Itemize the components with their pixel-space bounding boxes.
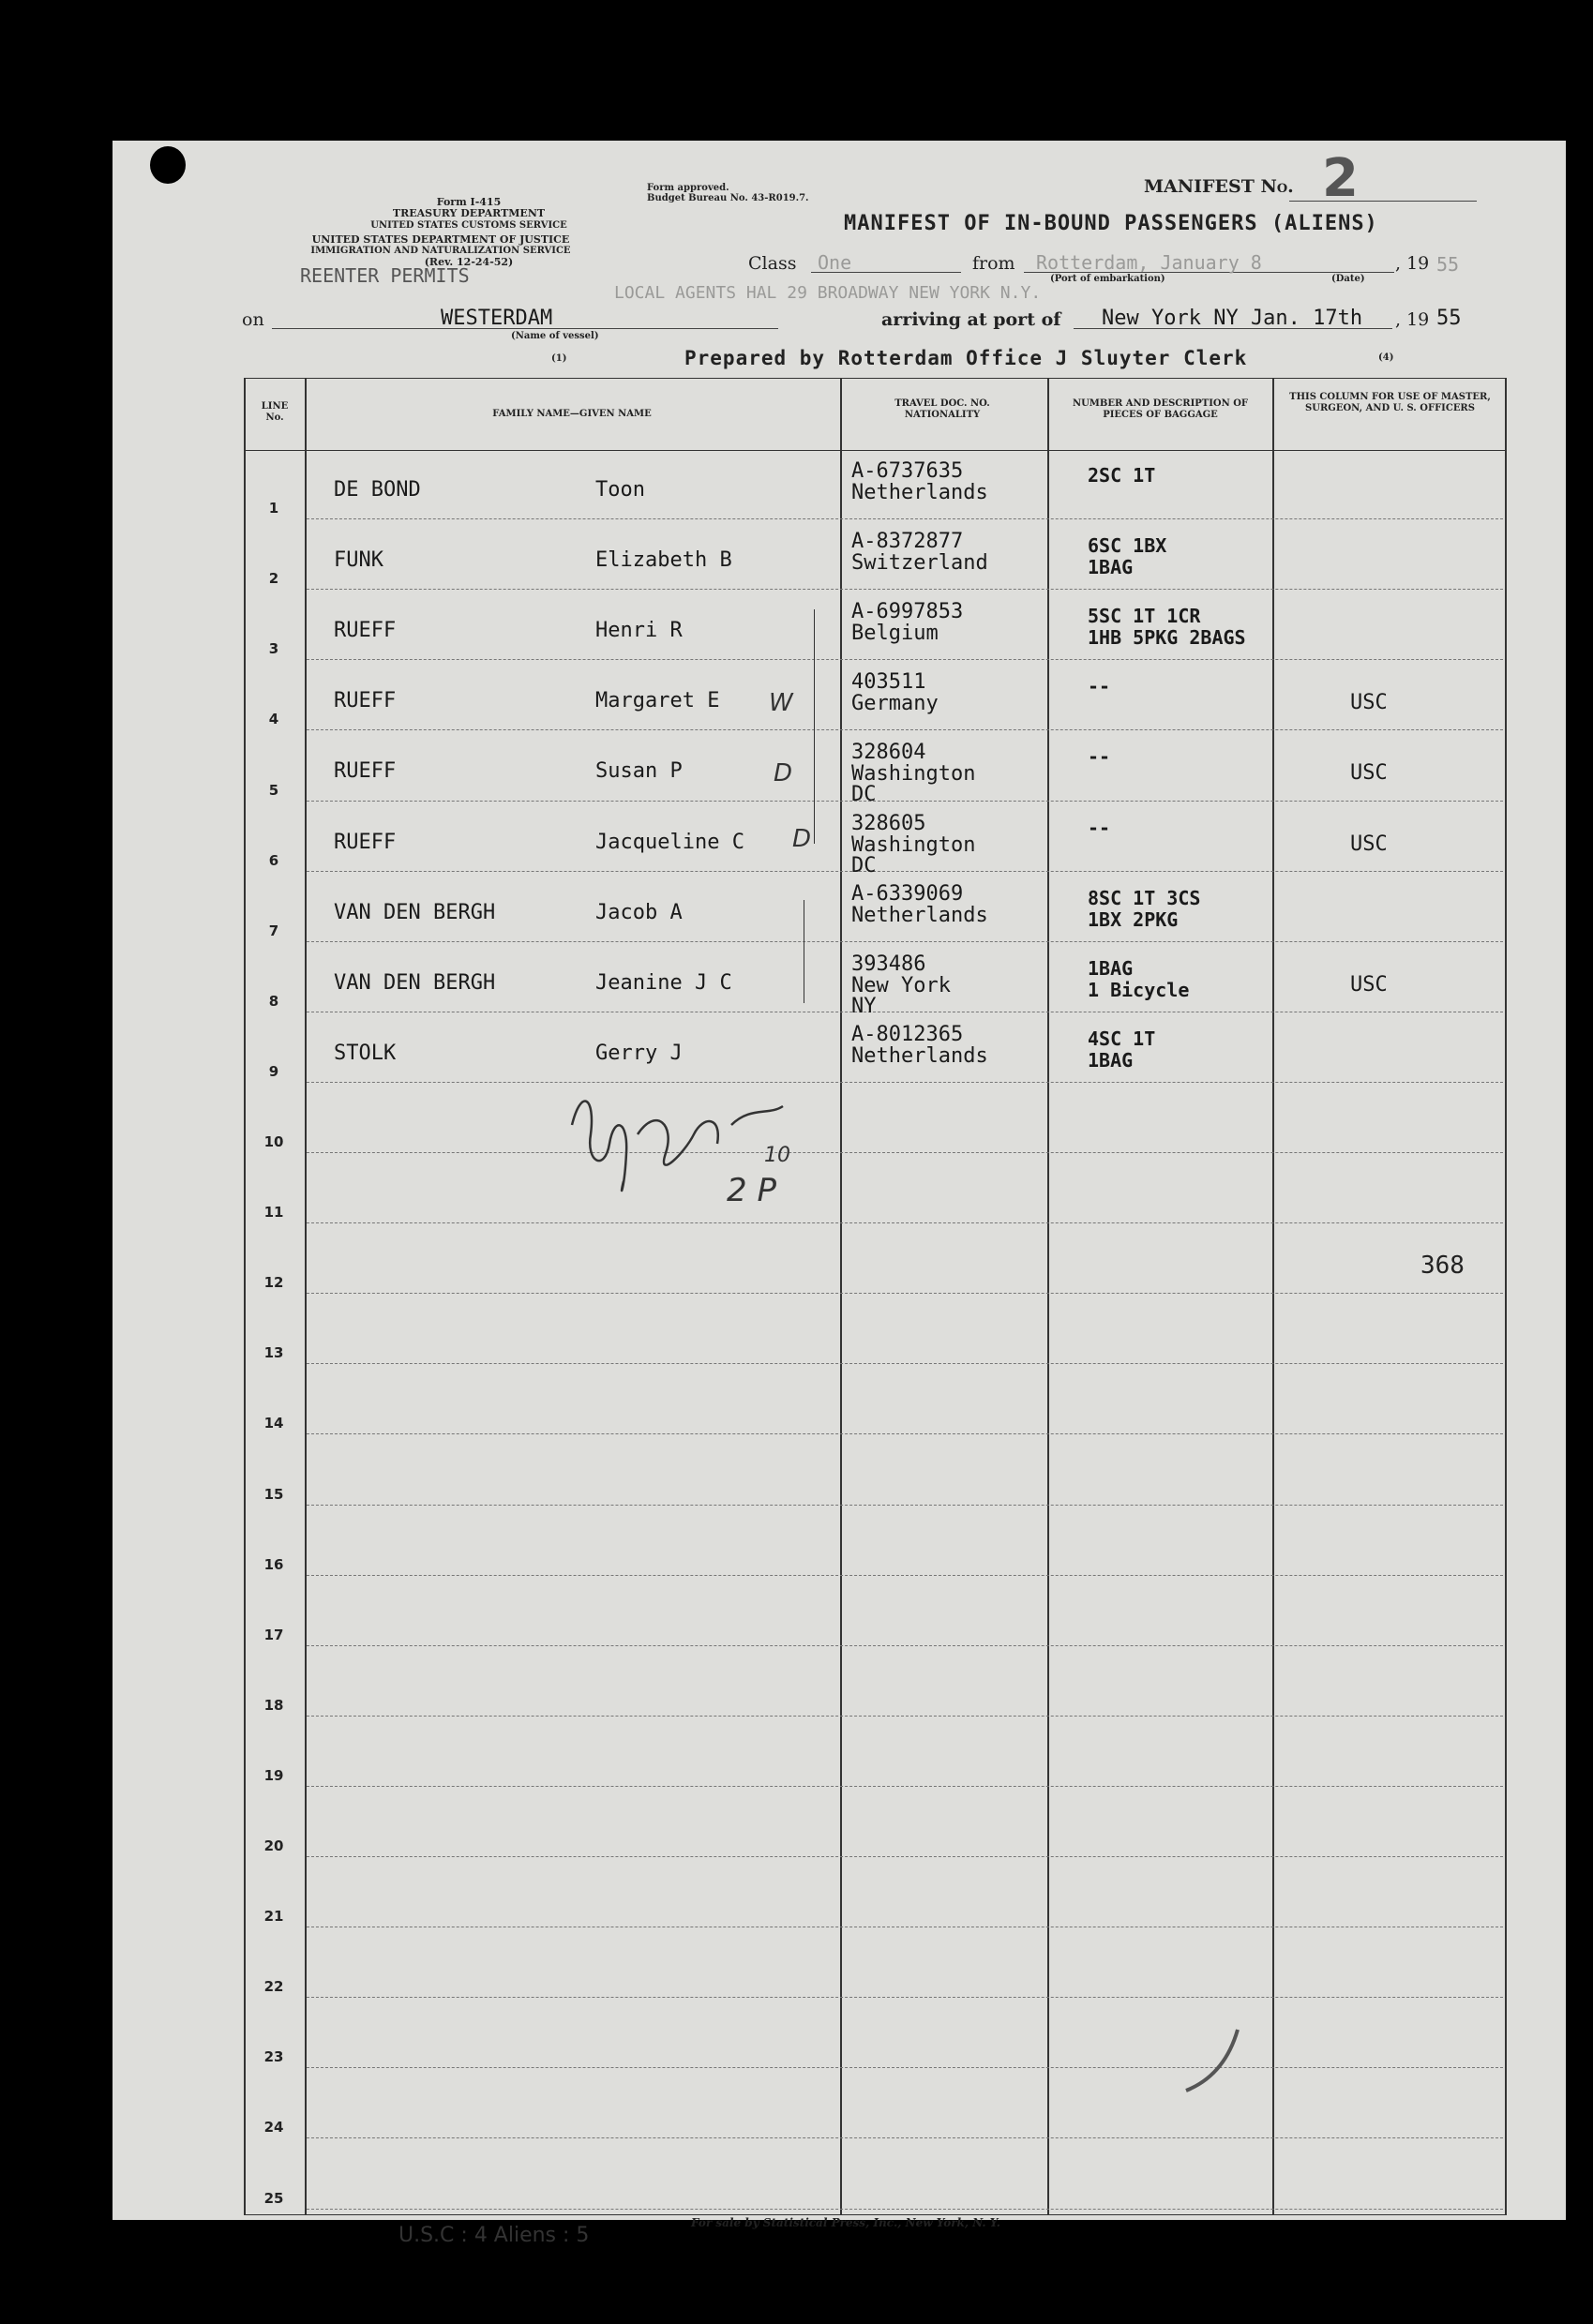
col-header-line-no: LINE No. xyxy=(261,401,289,423)
line-number: 24 xyxy=(263,2119,284,2137)
manifest-number: 2 xyxy=(1322,148,1359,209)
row-separator xyxy=(307,1222,1503,1223)
officer-note: USC xyxy=(1350,761,1388,786)
row-separator xyxy=(307,729,1503,730)
travel-doc-number: 328604 xyxy=(851,741,926,765)
line-number: 18 xyxy=(263,1696,284,1714)
budget-bureau: Budget Bureau No. 43-R019.7. xyxy=(647,193,809,203)
pencil-mark xyxy=(1181,2025,1247,2100)
baggage-line2: 1 Bicycle xyxy=(1088,978,1190,1001)
form-approved: Form approved. xyxy=(647,183,729,193)
baggage-line2: 1BX 2PKG xyxy=(1088,907,1179,931)
officer-note: USC xyxy=(1350,832,1388,856)
line-number: 4 xyxy=(268,711,279,728)
on-label: on xyxy=(242,309,264,330)
row-separator xyxy=(307,1505,1503,1506)
row-separator xyxy=(307,1433,1503,1434)
arrival-year-prefix: , 19 xyxy=(1395,309,1430,330)
travel-doc-number: 403511 xyxy=(851,670,926,695)
row-separator xyxy=(307,589,1503,590)
nationality: Netherlands xyxy=(851,481,988,504)
vessel-caption: (Name of vessel) xyxy=(511,331,599,341)
given-name: Henri R xyxy=(595,619,683,643)
reenter-permits: REENTER PERMITS xyxy=(300,264,470,287)
row-separator xyxy=(307,1786,1503,1787)
line-number: 16 xyxy=(263,1555,284,1573)
baggage-line1: 2SC 1T xyxy=(1088,464,1156,487)
line-number: 25 xyxy=(263,2189,284,2207)
line-number: 12 xyxy=(263,1274,284,1292)
row-separator xyxy=(307,871,1503,872)
line-number: 14 xyxy=(263,1415,284,1432)
note-4: (4) xyxy=(1378,352,1394,363)
col-header-officers: THIS COLUMN FOR USE OF MASTER, SURGEON, AND U. S. OFFICERS xyxy=(1289,392,1491,413)
baggage-line2: 1BAG xyxy=(1088,1048,1134,1072)
baggage-line1: -- xyxy=(1088,816,1111,839)
baggage-line1: 6SC 1BX xyxy=(1088,534,1167,558)
customs-service: UNITED STATES CUSTOMS SERVICE xyxy=(370,220,567,231)
year-prefix: , 19 xyxy=(1395,253,1430,274)
col-header-baggage: NUMBER AND DESCRIPTION OF PIECES OF BAGGAGE xyxy=(1072,398,1249,420)
nationality: Germany xyxy=(851,692,939,716)
from-value: Rotterdam, January 8 xyxy=(1036,251,1262,274)
year-value: 55 xyxy=(1436,253,1460,276)
row-separator xyxy=(307,941,1503,942)
row-separator xyxy=(307,1575,1503,1576)
baggage-line1: 5SC 1T 1CR xyxy=(1088,605,1201,628)
baggage-line2: 1HB 5PKG 2BAGS xyxy=(1088,626,1246,650)
line-number: 11 xyxy=(263,1204,284,1222)
local-agents: LOCAL AGENTS HAL 29 BROADWAY NEW YORK N.Y. xyxy=(614,283,1042,303)
code-2p: 2 P xyxy=(727,1172,776,1209)
officer-note: USC xyxy=(1350,691,1388,715)
baggage-line1: -- xyxy=(1088,675,1111,698)
line-number: 8 xyxy=(268,992,279,1010)
treasury-dept: TREASURY DEPARTMENT xyxy=(392,207,546,219)
line-number: 7 xyxy=(268,922,279,939)
note-1: (1) xyxy=(551,353,567,364)
given-name: Jacob A xyxy=(595,900,683,924)
line-number: 19 xyxy=(263,1766,284,1784)
given-name: Toon xyxy=(595,478,645,502)
row-separator xyxy=(307,1716,1503,1717)
baggage-line2: 1BAG xyxy=(1088,556,1134,579)
line-number: 13 xyxy=(263,1344,284,1362)
row-separator xyxy=(307,1152,1503,1153)
code-10: 10 xyxy=(764,1144,790,1167)
line-number: 5 xyxy=(268,781,279,799)
family-name: RUEFF xyxy=(334,830,397,854)
manifest-label: MANIFEST No. xyxy=(1144,176,1294,197)
nationality: Switzerland xyxy=(851,551,988,576)
summary-count: U.S.C : 4 Aliens : 5 xyxy=(398,2224,590,2247)
given-name: Jeanine J C xyxy=(595,970,732,995)
travel-doc-number: A-6737635 xyxy=(851,459,964,483)
port-embarkation-caption: (Port of embarkation) xyxy=(1050,274,1165,284)
margin-note-d2: D xyxy=(792,825,812,853)
row-separator xyxy=(307,2137,1503,2138)
sale-notice: For sale by Statistical Press, Inc., New York, N. Y. xyxy=(691,2216,1000,2229)
row-separator xyxy=(307,1363,1503,1364)
from-label: from xyxy=(972,253,1015,274)
family-name: DE BOND xyxy=(334,478,421,502)
row-separator xyxy=(307,1293,1503,1294)
bracket-line xyxy=(814,609,815,844)
margin-note-w: W xyxy=(769,689,793,717)
line-number: 21 xyxy=(263,1908,284,1926)
family-name: STOLK xyxy=(334,1041,397,1065)
col-header-name: FAMILY NAME—GIVEN NAME xyxy=(492,409,652,419)
travel-doc-number: A-6339069 xyxy=(851,881,964,906)
margin-note-d1: D xyxy=(774,759,793,787)
line-number: 20 xyxy=(263,1837,284,1854)
travel-doc-number: A-6997853 xyxy=(851,600,964,624)
nationality: Netherlands xyxy=(851,1043,988,1068)
line-number: 17 xyxy=(263,1626,284,1643)
nationality: Belgium xyxy=(851,622,939,646)
form-number: Form I-415 xyxy=(436,196,502,208)
revision: (Rev. 12-24-52) xyxy=(424,256,514,268)
baggage-line1: 4SC 1T xyxy=(1088,1027,1156,1050)
manifest-title: MANIFEST OF IN-BOUND PASSENGERS (ALIENS) xyxy=(844,212,1378,235)
arrival-year: 55 xyxy=(1436,307,1462,330)
vessel-name: WESTERDAM xyxy=(441,307,553,330)
given-name: Susan P xyxy=(595,759,683,784)
col-header-travel-doc: TRAVEL DOC. NO. NATIONALITY xyxy=(894,398,990,420)
ins-service: IMMIGRATION AND NATURALIZATION SERVICE xyxy=(310,246,571,256)
nationality: Netherlands xyxy=(851,903,988,927)
row-separator xyxy=(307,2067,1503,2068)
given-name: Margaret E xyxy=(595,689,720,713)
line-number: 10 xyxy=(263,1133,284,1150)
nationality: New York xyxy=(851,973,951,997)
row-separator xyxy=(307,1082,1503,1083)
family-name: VAN DEN BERGH xyxy=(334,970,496,995)
row-separator xyxy=(307,1997,1503,1998)
justice-dept: UNITED STATES DEPARTMENT OF JUSTICE xyxy=(311,233,570,246)
row-separator xyxy=(307,659,1503,660)
row-separator xyxy=(307,518,1503,519)
line-number: 1 xyxy=(268,500,279,517)
travel-doc-number: A-8372877 xyxy=(851,530,964,554)
arrival-port-date: New York NY Jan. 17th xyxy=(1102,307,1363,330)
nationality: Washington xyxy=(851,832,976,857)
line-number: 15 xyxy=(263,1485,284,1503)
travel-doc-number: 328605 xyxy=(851,811,926,835)
prepared-by: Prepared by Rotterdam Office J Sluyter Clerk xyxy=(684,347,1248,369)
date-caption: (Date) xyxy=(1331,274,1365,284)
manifest-page xyxy=(113,141,1566,2247)
family-name: RUEFF xyxy=(334,759,397,784)
stamp-number: 368 xyxy=(1420,1252,1465,1280)
given-name: Gerry J xyxy=(595,1041,683,1065)
family-name: RUEFF xyxy=(334,619,397,643)
row-separator xyxy=(307,801,1503,802)
officer-note: USC xyxy=(1350,972,1388,997)
given-name: Jacqueline C xyxy=(595,830,744,854)
baggage-line1: -- xyxy=(1088,745,1111,769)
row-separator xyxy=(307,1856,1503,1857)
line-number: 6 xyxy=(268,851,279,869)
class-value: One xyxy=(818,251,852,274)
nationality-line2: NY xyxy=(851,994,877,1018)
family-name: FUNK xyxy=(334,548,383,573)
nationality-line2: DC xyxy=(851,783,877,807)
class-label: Class xyxy=(748,253,797,274)
baggage-line1: 8SC 1T 3CS xyxy=(1088,886,1201,909)
nationality: Washington xyxy=(851,762,976,787)
given-name: Elizabeth B xyxy=(595,548,732,573)
line-number: 23 xyxy=(263,2048,284,2066)
row-separator xyxy=(307,2209,1503,2210)
line-number: 3 xyxy=(268,640,279,658)
family-name: RUEFF xyxy=(334,689,397,713)
line-number: 2 xyxy=(268,570,279,588)
travel-doc-number: 393486 xyxy=(851,952,926,976)
line-number: 22 xyxy=(263,1978,284,1996)
travel-doc-number: A-8012365 xyxy=(851,1022,964,1046)
nationality-line2: DC xyxy=(851,853,877,877)
punch-hole xyxy=(150,146,186,184)
baggage-line1: 1BAG xyxy=(1088,956,1134,980)
row-separator xyxy=(307,1645,1503,1646)
arriving-label: arriving at port of xyxy=(881,309,1061,330)
family-name: VAN DEN BERGH xyxy=(334,900,496,924)
line-number: 9 xyxy=(268,1062,279,1080)
